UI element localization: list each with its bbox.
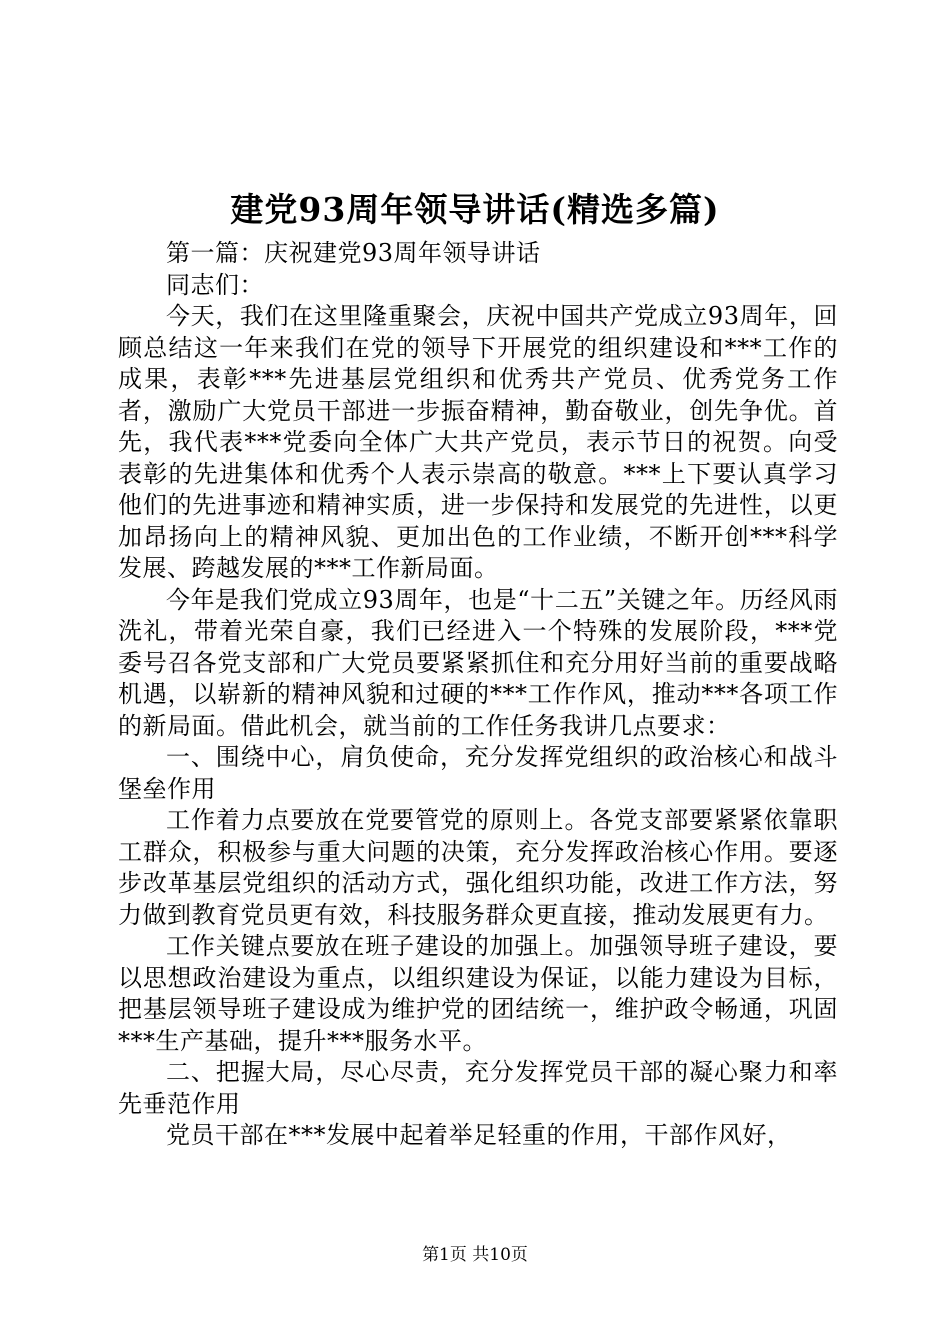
point-heading: 二、把握大局，尽心尽责，充分发挥党员干部的凝心聚力和率先垂范作用 [118, 1058, 838, 1118]
section-heading: 第一篇：庆祝建党93周年领导讲话 [166, 239, 541, 267]
body-paragraph: 工作着力点要放在党要管党的原则上。各党支部要紧紧依靠职工群众，积极参与重大问题的决策，充分发挥政治核心作用。要逐步改革基层党组织的活动方式，强化组织功能，改进工作方法，努力做到教育党员更有效，科技服务群众更直接，推动发展更有力。 [118, 806, 838, 929]
point-heading: 一、围绕中心，肩负使命，充分发挥党组织的政治核心和战斗堡垒作用 [118, 743, 838, 803]
page-number-footer: 第1页 共10页 [422, 1245, 528, 1265]
document-body [118, 238, 838, 1152]
document-title: 建党93周年领导讲话(精选多篇) [230, 190, 720, 229]
body-paragraph: 今年是我们党成立93周年，也是“十二五”关键之年。历经风雨洗礼，带着光荣自豪，我们已经进入一个特殊的发展阶段，***党委号召各党支部和广大党员要紧紧抓住和充分用好当前的重要战略机遇，以崭新的精神风貌和过硬的***工作作风，推动***各项工作的新局面。借此机会，就当前的工作任务我讲几点要求： [118, 585, 838, 740]
body-paragraph: 今天，我们在这里隆重聚会，庆祝中国共产党成立93周年，回顾总结这一年来我们在党的领导下开展党的组织建设和***工作的成果，表彰***先进基层党组织和优秀共产党员、优秀党务工作者，激励广大党员干部进一步振奋精神，勤奋敬业，创先争优。首先，我代表***党委向全体广大共产党员，表示节日的祝贺。向受表彰的先进集体和优秀个人表示崇高的敬意。***上下要认真学习他们的先进事迹和精神实质，进一步保持和发展党的先进性，以更加昂扬向上的精神风貌、更加出色的工作业绩，不断开创***科学发展、跨越发展的***工作新局面。 [118, 302, 838, 582]
salutation: 同志们： [166, 270, 264, 299]
body-paragraph: 党员干部在***发展中起着举足轻重的作用，干部作风好， [166, 1121, 792, 1149]
body-paragraph: 工作关键点要放在班子建设的加强上。加强领导班子建设，要以思想政治建设为重点，以组织建设为保证，以能力建设为目标，把基层领导班子建设成为维护党的团结统一，维护政令畅通，巩固***生产基础，提升***服务水平。 [118, 932, 838, 1055]
